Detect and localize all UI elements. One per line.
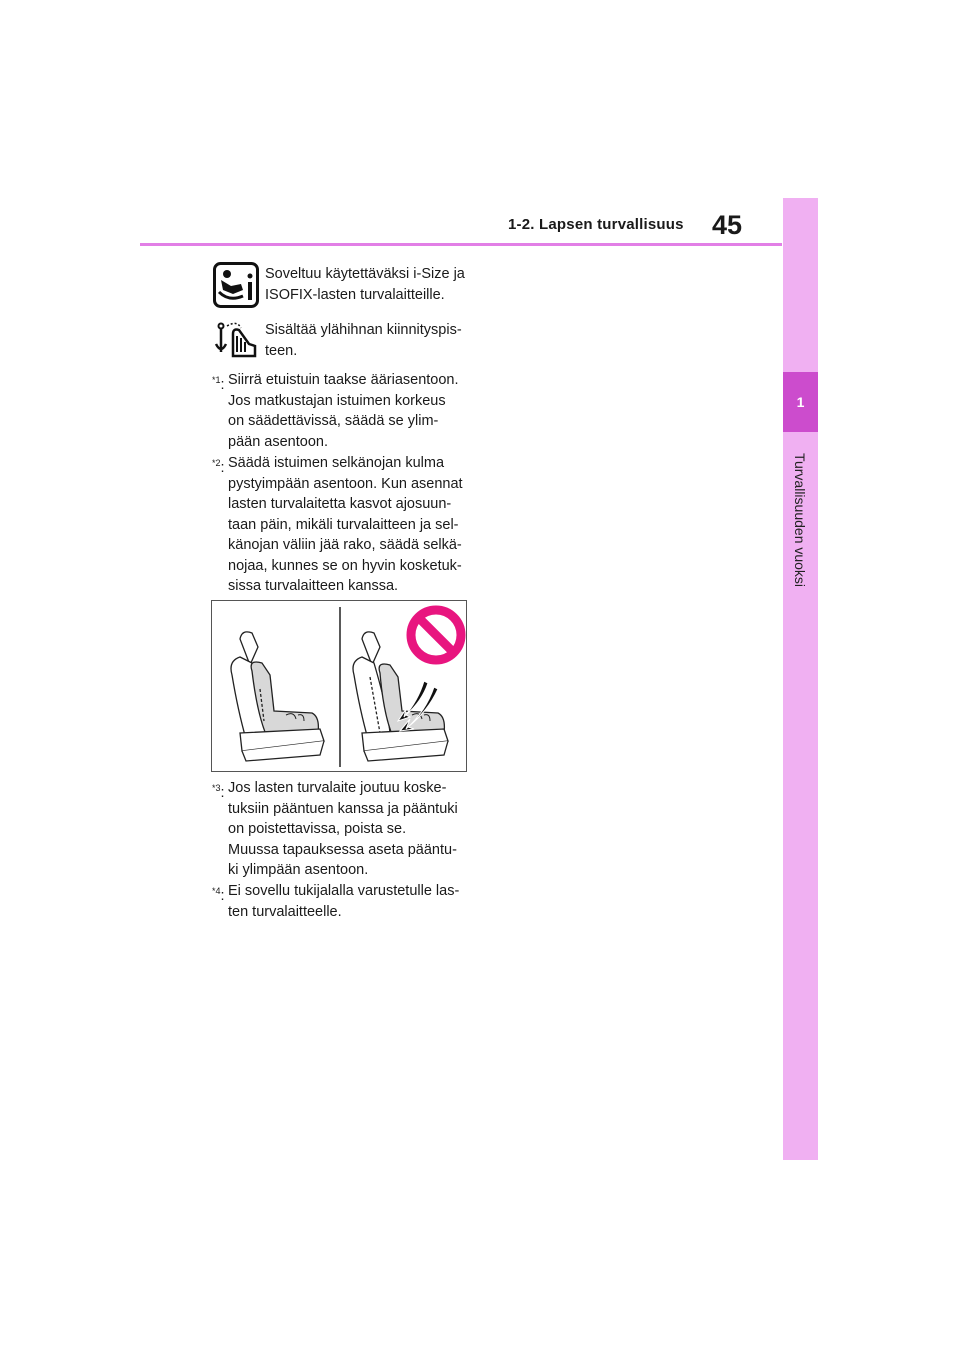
- footnote-text: Jos lasten turvalaite joutuu koske- tuksiin pääntuen kanssa ja pääntuki on poistettavissa, poista se. Muussa tapauksessa aseta pääntu- ki ylimpään asentoon.: [228, 780, 458, 878]
- correct-seat-illustration: [231, 632, 324, 761]
- footnote-4: [212, 881, 472, 922]
- top-tether-anchor-icon: [213, 318, 259, 364]
- icon-item-text: Soveltuu käytettäväksi i-Size ja ISOFIX-lasten turvalaitteille.: [265, 266, 465, 303]
- icon-item-isize: [213, 262, 259, 308]
- icon-item-text: Sisältää ylähihnan kiinnityspis-teen.: [265, 322, 462, 359]
- page-number: 45: [712, 210, 743, 240]
- icon-item-tether: [213, 318, 259, 364]
- prohibition-icon: [411, 610, 461, 660]
- footnote-marker: $^{*2}$:: [212, 458, 225, 476]
- footnote-3: [212, 778, 472, 881]
- footnote-2: [212, 453, 472, 597]
- footnote-marker: $^{*1}$:: [212, 375, 225, 393]
- isize-isofix-seat-icon: [213, 262, 259, 308]
- footnote-marker: $^{*3}$:: [212, 783, 225, 801]
- footnote-text: Siirrä etuistuin taakse ääriasentoon. Jos matkustajan istuimen korkeus on säädettävissä, säädä se ylim- pään asentoon.: [228, 372, 459, 450]
- chapter-side-tab: [783, 198, 818, 1160]
- footnote-1: [212, 370, 472, 452]
- seat-adjustment-figure: [211, 600, 467, 772]
- footnote-marker: $^{*4}$:: [212, 886, 225, 904]
- chapter-number-tab: 1: [783, 372, 818, 432]
- header-rule: [140, 243, 782, 246]
- footnote-text: Ei sovellu tukijalalla varustetulle las- ten turvalaitteelle.: [228, 883, 460, 920]
- footnote-text: Säädä istuimen selkänojan kulma pystyimpään asentoon. Kun asennat lasten turvalaitetta kasvot ajosuun- taan päin, mikäli turvalaitteen ja sel- känojan väliin jää rako, säädä selkä- nojaa, kunnes se on hyvin kosketuk- sissa turvalaitteen kanssa.: [228, 455, 463, 594]
- chapter-title: Turvallisuuden vuoksi: [792, 452, 808, 588]
- section-title: 1-2. Lapsen turvallisuus: [508, 216, 684, 233]
